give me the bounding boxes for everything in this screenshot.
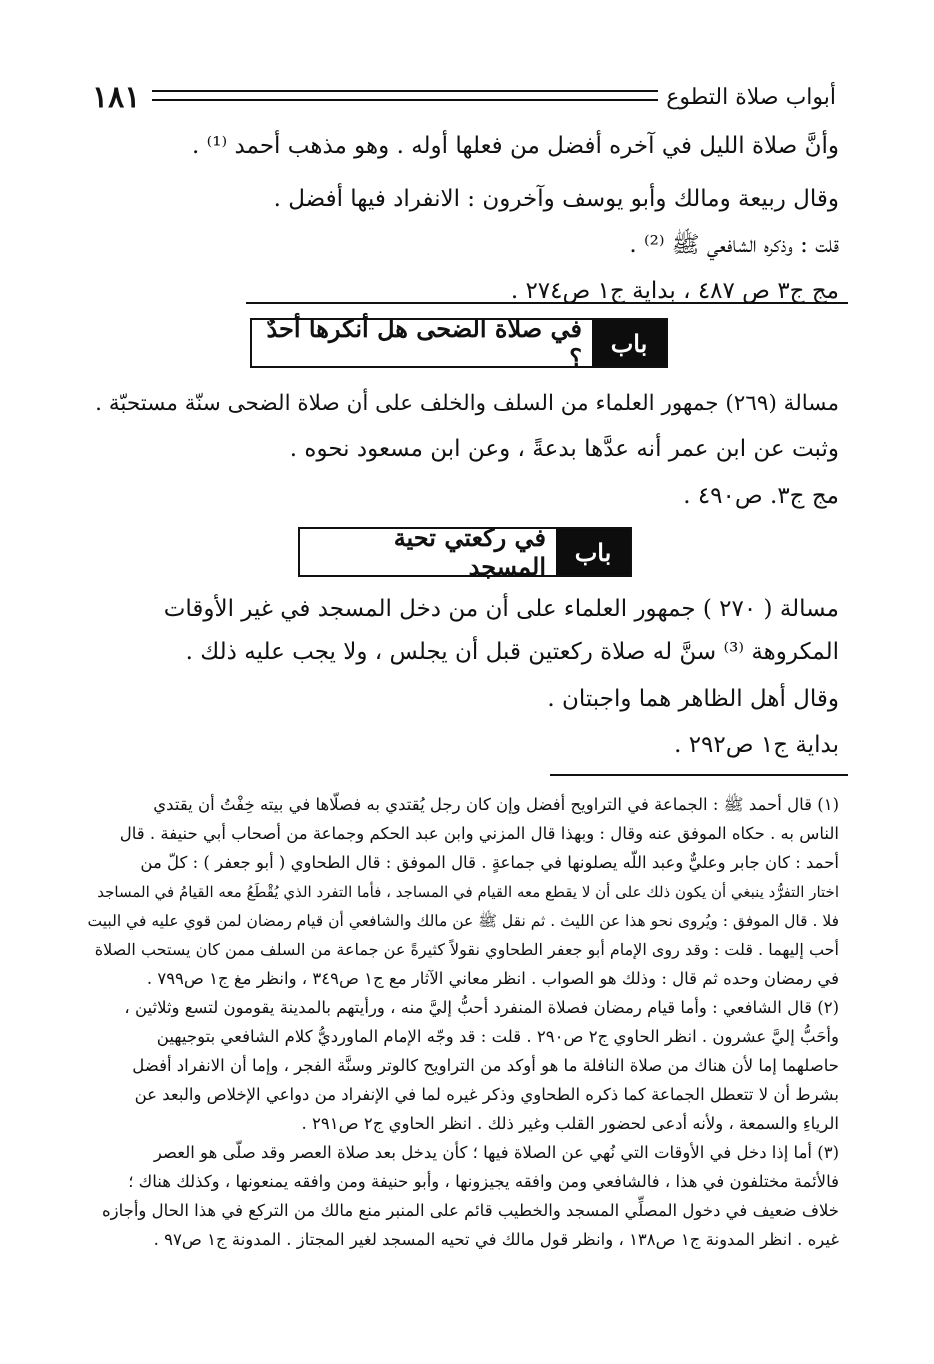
footnote-line: وأحَبُّ إليَّ عشرون . انظر الحاوي ج٢ ص٢٩٠ . قلت : قد وجّه الإمام الماورديُّ كلام الشافعي بتوجيهين	[156, 1027, 839, 1046]
footnote-line: (١) قال أحمد ﷺ : الجماعة في التراويح أفضل وإن كان رجل يُقتدي به فصلّاها في بيته خِفْتُ أن يقتدي	[153, 795, 839, 814]
running-title: أبواب صلاة التطوع	[666, 85, 836, 110]
footnote-line: الرياءِ والسمعة ، ولأنه أدعى لحضور القلب وغير ذلك . انظر الحاوي ج٢ ص٢٩١ .	[301, 1114, 839, 1133]
chapter-label-box: باب	[592, 320, 666, 366]
issue-line: مسالة ( ٢٧٠ ) جمهور العلماء على أن من دخل المسجد في غير الأوقات	[163, 596, 839, 622]
chapter-banner	[250, 314, 668, 372]
body-line: مج ج٣ ص ٤٨٧ ، بداية ج١ ص٢٧٤ .	[510, 278, 839, 304]
footnote-line: خلاف ضعيف في دخول المصلِّي المسجد والخطيب قائم على المنبر منع مالك من التركع في هذا الحال وأجازه	[102, 1201, 839, 1220]
footnote-line: أحمد : كان جابر وعليٌّ وعبد اللّه يصلونها في جماعةٍ . قال الموفق : قال الطحاوي ( أبو جعفر ) : كلّ من	[140, 853, 839, 872]
footnote-line: فالأئمة مختلفون في هذا ، فالشافعي ومن وافقه يجيزونها ، وأبو حنيفة ومن وافقه يمنعونها ، وكذلك هناك ؛	[128, 1172, 839, 1191]
issue-line: بداية ج١ ص٢٩٢ .	[674, 732, 839, 758]
footnote-line: بشرط أن لا تتعطل الجماعة كما ذكره الطحاوي وذكر غيره لما في الإنفراد من دواعي الإخلاص والبعد عن	[134, 1085, 839, 1104]
footnote-line: (٢) قال الشافعي : وأما قيام رمضان فصلاة المنفرد أحبُّ إليَّ منه ، ورأيتهم بالمدينة يقومون لتسع وثلاثين ،	[124, 998, 839, 1017]
section-divider	[246, 302, 848, 304]
body-line: قلت : وذكره الشافعي ﷺ ⁽²⁾ .	[629, 232, 839, 258]
chapter-label-box: باب	[556, 529, 630, 575]
footnote-line: في رمضان وحده ثم قال : وذلك هو الصواب . انظر معاني الآثار مع ج١ ص٣٤٩ ، وانظر مغ ج١ ص٧٩٩ .	[146, 969, 839, 988]
issue-line: وقال أهل الظاهر هما واجبتان .	[547, 686, 839, 712]
issue-line: مج ج٣. ص٤٩٠ .	[683, 483, 839, 509]
footnote-line: حاصلهما إما لأن هناك من صلاة النافلة ما هو أوكد من التراويح كالوتر وسنَّة الفجر ، وإما أن الانفراد أفضل	[132, 1056, 839, 1075]
footnote-line: اختار التفرُّد ينبغي أن يكون ذلك على أن لا يقطع معه القيام في المساجد ، فأما التفرد الذي يُقْطَعُ معه القيامُ في المساجد	[97, 883, 839, 901]
body-line: وأنَّ صلاة الليل في آخره أفضل من فعلها أوله . وهو مذهب أحمد ⁽¹⁾ .	[191, 133, 839, 159]
header-double-rule	[152, 90, 658, 101]
footnote-line: أحب إليهما . قلت : وقد روى الإمام أبو جعفر الطحاوي نقولاً كثيرةً عن جماعة من السلف ممن كان يستحب الصلاة	[94, 940, 839, 959]
chapter-banner	[298, 523, 632, 581]
page-number: ١٨١	[92, 80, 141, 115]
page-header	[92, 80, 836, 120]
footnote-separator	[550, 774, 848, 776]
footnote-line: الناس به . حكاه الموفق عنه وقال : وبهذا قال المزني وابن عبد الحكم وجماعة من أصحاب أبي حنيفة . قال	[119, 824, 839, 843]
footnote-line: (٣) أما إذا دخل في الأوقات التي نُهي عن الصلاة فيها ؛ كأن يدخل بعد صلاة العصر وقد صلّى هو العصر	[153, 1143, 839, 1162]
chapter-title: في ركعتي تحية المسجد	[393, 523, 546, 581]
footnote-line: فلا . قال الموفق : ويُروى نحو هذا عن الليث . ثم نقل ﷺ عن مالك والشافعي أن قيام رمضان لمن قوي عليه في البيت	[87, 912, 839, 930]
chapter-title: في صلاة الضحى هل أنكرها أحدٌ ؟	[266, 314, 582, 372]
issue-line: مسالة (٢٦٩) جمهور العلماء من السلف والخلف على أن صلاة الضحى سنّة مستحبّة .	[95, 391, 839, 416]
footnote-line: غيره . انظر المدونة ج١ ص١٣٨ ، وانظر قول مالك في تحيه المسجد لغير المجتاز . المدونة ج١ ص٩٧ .	[153, 1230, 839, 1249]
issue-line: وثبت عن ابن عمر أنه عدَّها بدعةً ، وعن ابن مسعود نحوه .	[289, 436, 839, 462]
body-line: وقال ربيعة ومالك وأبو يوسف وآخرون : الانفراد فيها أفضل .	[273, 186, 839, 212]
issue-line: المكروهة ⁽³⁾ سنَّ له صلاة ركعتين قبل أن يجلس ، ولا يجب عليه ذلك .	[185, 639, 839, 665]
